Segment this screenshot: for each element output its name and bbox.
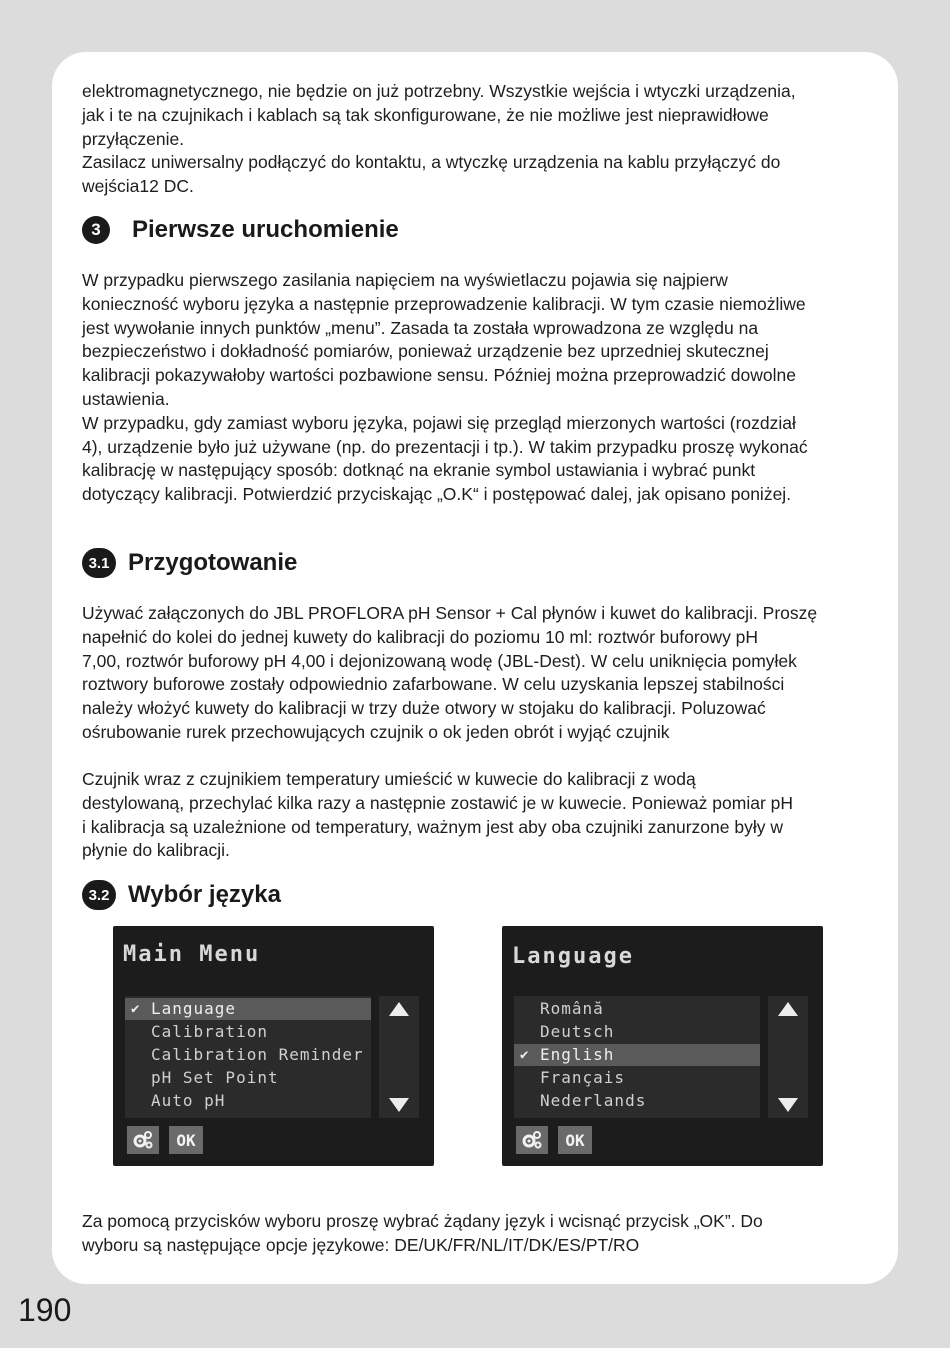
section-3-2-paragraph xyxy=(82,1210,872,1258)
paragraph-line: bezpieczeństwo i dokładność pomiarów, ponieważ urządzenie bez uprzedniej skutecznej xyxy=(82,341,769,362)
menu-item-language[interactable] xyxy=(125,998,371,1020)
gears-icon xyxy=(521,1130,543,1150)
intro-line: Zasilacz uniwersalny podłączyć do kontaktu, a wtyczkę urządzenia na kablu przyłączyć do xyxy=(82,152,781,173)
language-option-deutsch[interactable] xyxy=(514,1021,760,1043)
paragraph-line: Używać załączonych do JBL PROFLORA pH Sensor + Cal płynów i kuwet do kalibracji. Proszę xyxy=(82,603,818,623)
menu-item-calibration-reminder[interactable] xyxy=(125,1044,371,1066)
ok-button[interactable]: OK xyxy=(558,1126,592,1154)
screen-title: Main Menu xyxy=(123,942,261,967)
paragraph-line: 4), urządzenie było już używane (np. do prezentacji i tp.). W takim przypadku proszę wykonać xyxy=(82,436,808,457)
section-title: Przygotowanie xyxy=(128,549,298,576)
paragraph-line: należy włożyć kuwety do kalibracji w trzy duże otwory w stojaku do kalibracji. Poluzować xyxy=(82,698,766,719)
section-3-1-paragraph-b xyxy=(82,768,872,863)
section-title: Pierwsze uruchomienie xyxy=(132,216,399,243)
scroll-up-arrow-icon[interactable] xyxy=(389,1002,409,1016)
paragraph-line: jest wywołanie innych punktów „menu”. Zasada ta została wprowadzona ze względu na xyxy=(82,317,759,338)
section-3-1-paragraph-a xyxy=(82,602,872,745)
section-3-heading xyxy=(82,216,399,244)
intro-paragraph xyxy=(82,80,872,199)
section-number-badge: 3.2 xyxy=(82,880,116,910)
language-screen xyxy=(502,926,823,1166)
paragraph-line: wyboru są następujące opcje językowe: DE/UK/FR/NL/IT/DK/ES/PT/RO xyxy=(82,1234,640,1255)
settings-button[interactable] xyxy=(127,1126,159,1154)
scroll-down-arrow-icon[interactable] xyxy=(389,1098,409,1112)
menu-item-calibration[interactable] xyxy=(125,1021,371,1043)
scroll-up-arrow-icon[interactable] xyxy=(778,1002,798,1016)
paragraph-line: napełnić do kolei do jednej kuwety do kalibracji do poziomu 10 ml: roztwór buforowy pH xyxy=(82,626,759,647)
menu-item-label: pH Set Point xyxy=(151,1068,279,1087)
intro-line: wejścia12 DC. xyxy=(82,176,194,197)
settings-button[interactable] xyxy=(516,1126,548,1154)
menu-item-label: Language xyxy=(151,999,237,1018)
section-title: Wybór języka xyxy=(128,881,281,908)
language-option-francais[interactable] xyxy=(514,1067,760,1089)
paragraph-line: 7,00, roztwór buforowy pH 4,00 i dejonizowaną wodę (JBL-Dest). W celu uniknięcia pomyłek xyxy=(82,650,797,671)
paragraph-line: konieczność wyboru języka a następnie przeprowadzenie kalibracji. W tym czasie niemożliwe xyxy=(82,293,806,314)
section-number-badge: 3.1 xyxy=(82,548,116,578)
paragraph-line: Czujnik wraz z czujnikiem temperatury umieścić w kuwecie do kalibracji z wodą xyxy=(82,769,696,789)
intro-line: elektromagnetycznego, nie będzie on już potrzebny. Wszystkie wejścia i wtyczki urządzenia, xyxy=(82,81,796,101)
paragraph-line: destylowaną, przechylać kilka razy a następnie zostawić je w kuwecie. Ponieważ pomiar pH xyxy=(82,792,794,813)
check-icon: ✔ xyxy=(131,1001,141,1017)
check-icon: ✔ xyxy=(520,1047,530,1063)
menu-item-label: Calibration Reminder xyxy=(151,1045,364,1064)
menu-item-auto-ph[interactable] xyxy=(125,1090,371,1112)
paragraph-line: Za pomocą przycisków wyboru proszę wybrać żądany język i wcisnąć przycisk „OK”. Do xyxy=(82,1211,763,1231)
menu-item-ph-set-point[interactable] xyxy=(125,1067,371,1089)
scroll-down-arrow-icon[interactable] xyxy=(778,1098,798,1112)
scroll-track xyxy=(768,996,808,1118)
language-list xyxy=(514,996,760,1118)
paragraph-line: ustawienia. xyxy=(82,388,170,409)
menu-item-label: Auto pH xyxy=(151,1091,226,1110)
page-number: 190 xyxy=(18,1292,72,1328)
paragraph-line: kalibracji pokazywałoby wartości pozbawione sensu. Później można przeprowadzić dowolne xyxy=(82,365,796,386)
paragraph-line: roztwory buforowe zostały odpowiednio zafarbowane. W celu uzyskania lepszej stabilności xyxy=(82,674,785,695)
paragraph-line: W przypadku, gdy zamiast wyboru języka, pojawi się przegląd mierzonych wartości (rozdział xyxy=(82,412,796,433)
menu-list xyxy=(125,996,371,1118)
paragraph-line: płynie do kalibracji. xyxy=(82,840,230,861)
language-label: Français xyxy=(540,1068,626,1087)
section-3-2-heading xyxy=(82,880,281,910)
section-number-badge: 3 xyxy=(82,216,110,244)
language-label: Română xyxy=(540,999,604,1018)
language-label: Deutsch xyxy=(540,1022,615,1041)
intro-line: jak i te na czujnikach i kablach są tak skonfigurowane, że nie możliwe jest nieprawidłowe xyxy=(82,104,769,125)
menu-item-label: Calibration xyxy=(151,1022,268,1041)
language-option-nederlands[interactable] xyxy=(514,1090,760,1112)
main-menu-screen xyxy=(113,926,434,1166)
paragraph-line: dotyczący kalibracji. Potwierdzić przyciskając „O.K“ i postępować dalej, jak opisano poniżej. xyxy=(82,484,792,505)
section-3-paragraph xyxy=(82,269,872,507)
language-label: English xyxy=(540,1045,615,1064)
scroll-track xyxy=(379,996,419,1118)
paragraph-line: i kalibracja są uzależnione od temperatury, ważnym jest aby oba czujniki zanurzone były w xyxy=(82,816,783,837)
paragraph-line: W przypadku pierwszego zasilania napięciem na wyświetlaczu pojawia się najpierw xyxy=(82,270,728,290)
screen-title: Language xyxy=(512,944,634,969)
section-3-1-heading xyxy=(82,548,297,578)
intro-line: przyłączenie. xyxy=(82,128,185,149)
paragraph-line: ośrubowanie rurek przechowujących czujnik o ok jeden obrót i wyjąć czujnik xyxy=(82,721,670,742)
language-option-romana[interactable] xyxy=(514,998,760,1020)
ok-button[interactable]: OK xyxy=(169,1126,203,1154)
language-option-english[interactable] xyxy=(514,1044,760,1066)
gears-icon xyxy=(132,1130,154,1150)
paragraph-line: kalibrację w następujący sposób: dotknąć na ekranie symbol ustawiania i wybrać punkt xyxy=(82,460,756,481)
language-label: Nederlands xyxy=(540,1091,647,1110)
